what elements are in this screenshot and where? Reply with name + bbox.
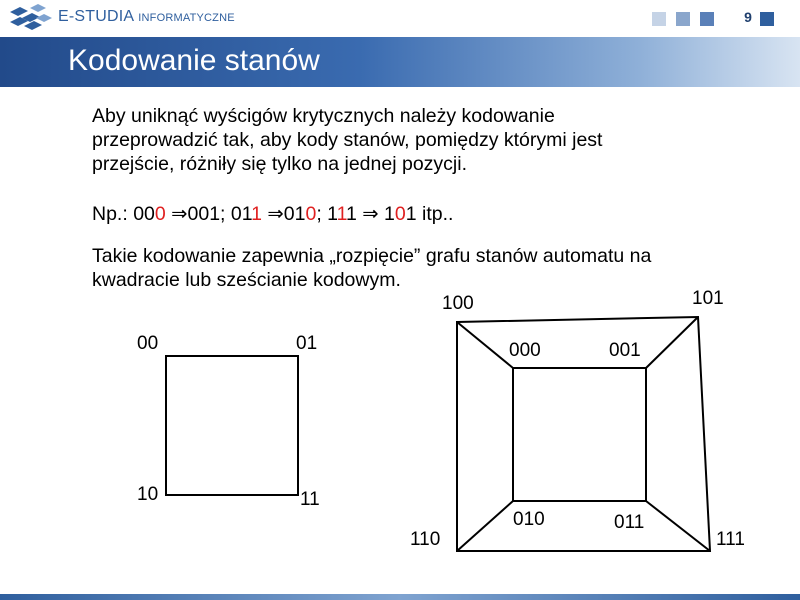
example-1-arrow: ⇒: [165, 203, 188, 225]
cube-edge-110-010: [457, 501, 513, 551]
cube-edge-101-001: [646, 317, 698, 368]
square-label-10: 10: [137, 484, 159, 505]
cube-diagram: [457, 317, 710, 551]
footer-bar: [0, 594, 800, 600]
cube-inner-face: [513, 368, 646, 501]
example-2-e: ;: [316, 203, 328, 225]
example-1-a: 00: [133, 203, 155, 225]
example-prefix: Np.:: [92, 203, 134, 225]
cube-label-111: 111: [716, 529, 745, 550]
example-3-arrow: ⇒: [356, 203, 385, 225]
example-2-c: 01: [283, 203, 306, 225]
paragraph-1-line-2: przeprowadzić tak, aby kody stanów, pomiędzy którymi jest: [92, 129, 603, 151]
cube-label-001: 001: [609, 340, 641, 361]
example-3-f: 1 itp..: [405, 203, 454, 225]
cube-label-110: 110: [410, 529, 441, 550]
example-1-changed-bit: 0: [154, 203, 166, 225]
paragraph-1-line-1: Aby uniknąć wyścigów krytycznych należy kodowanie: [92, 105, 555, 127]
logo-sub-text: INFORMATYCZNE: [138, 12, 235, 24]
paragraph-3-line-1: Takie kodowanie zapewnia „rozpięcie” grafu stanów automatu na: [92, 245, 652, 267]
logo-main-text: E-STUDIA: [58, 8, 135, 25]
cube-label-000: 000: [509, 340, 541, 361]
example-2-result-bit: 0: [305, 203, 317, 225]
cube-label-011: 011: [614, 512, 645, 533]
example-2-arrow: ⇒: [262, 203, 284, 225]
paragraph-3-line-2: kwadracie lub sześcianie kodowym.: [92, 269, 401, 291]
example-3-changed-bit: 1: [336, 203, 346, 225]
paragraph-1-line-3: przejście, różniły się tylko na jednej pozycji.: [92, 153, 467, 175]
cube-edge-100-000: [457, 322, 513, 368]
example-1-c: 001;: [187, 203, 231, 225]
page-number: 9: [744, 9, 752, 25]
example-3-d: 1: [384, 203, 395, 225]
cube-label-010: 010: [513, 509, 545, 530]
square-label-01: 01: [296, 333, 318, 354]
square-diagram-edges: [166, 356, 298, 495]
example-2-changed-bit: 1: [251, 203, 262, 225]
square-label-00: 00: [137, 333, 159, 354]
example-3-c: 1: [345, 203, 357, 225]
example-2-a: 01: [230, 203, 252, 225]
example-3-result-bit: 0: [394, 203, 406, 225]
cube-label-101: 101: [692, 288, 724, 309]
cube-edge-111-011: [646, 501, 710, 551]
cube-label-100: 100: [442, 293, 474, 314]
example-3-a: 1: [327, 203, 337, 225]
slide-title: Kodowanie stanów: [68, 44, 320, 77]
square-label-11: 11: [300, 489, 320, 510]
